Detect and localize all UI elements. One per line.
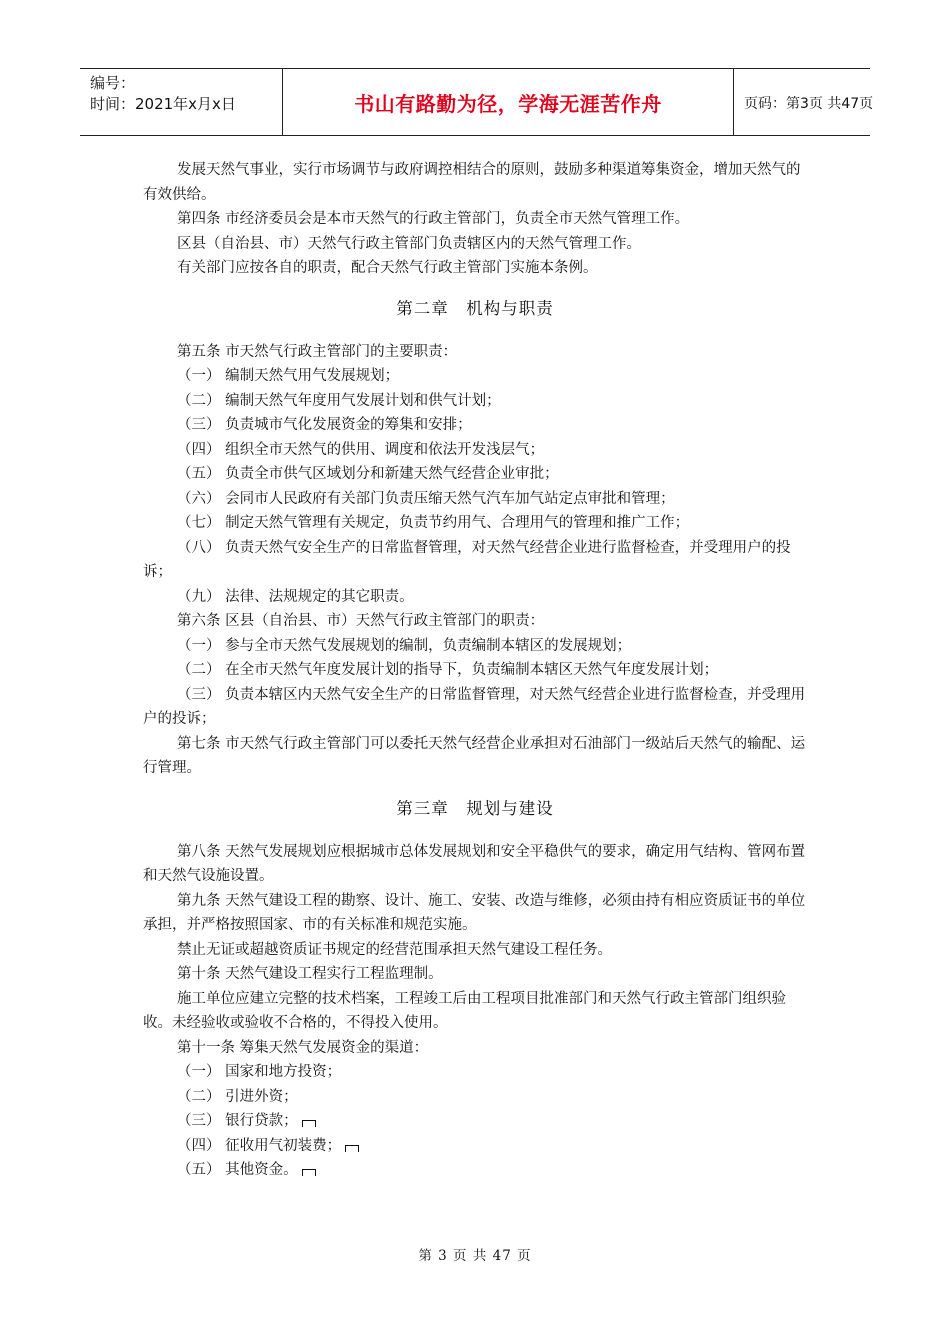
header-motto: 书山有路勤为径，学海无涯苦作舟 — [354, 91, 662, 116]
list-item — [143, 585, 813, 610]
paragraph-text: （四） 组织全市天然气的供用、调度和依法开发浅层气； — [177, 441, 545, 458]
paragraph-text: （三） 负责城市气化发展资金的筹集和安排； — [177, 417, 472, 433]
paragraph — [143, 158, 813, 207]
paragraph-text: 有关部门应按各自的职责，配合天然气行政主管部门实施本条例。 — [177, 260, 598, 276]
paragraph — [143, 609, 813, 634]
paragraph-text: （二） 编制天然气年度用气发展计划和供气计划； — [177, 392, 501, 409]
paragraph — [143, 256, 813, 281]
paragraph-text: 区县（自治县、市）天然气行政主管部门负责辖区内的天然气管理工作。 — [177, 235, 641, 252]
paragraph-text: （三） 负责本辖区内天然气安全生产的日常监督管理，对天然气经营企业进行监督检查，并受理用户的投诉； — [143, 686, 806, 727]
header-meta — [90, 73, 280, 115]
paragraph — [143, 938, 813, 963]
header-page-info: 页码：第3页 共47页 — [744, 96, 874, 112]
list-item — [143, 511, 813, 536]
paragraph-text: （二） 引进外资； — [177, 1088, 298, 1105]
paragraph-text: 第十条 天然气建设工程实行工程监理制。 — [177, 966, 443, 982]
paragraph — [143, 340, 813, 365]
date-line: 时间：2021年x月x日 — [90, 95, 236, 113]
paragraph-text: （八） 负责天然气安全生产的日常监督管理，对天然气经营企业进行监督检查，并受理用户的投诉； — [143, 539, 791, 580]
paragraph-text: 发展天然气事业，实行市场调节与政府调控相结合的原则，鼓励多种渠道筹集资金，增加天然气的有效供给。 — [143, 162, 801, 203]
paragraph — [143, 683, 813, 732]
bracket-mark-icon — [302, 1120, 316, 1127]
list-item — [143, 389, 813, 414]
paragraph — [143, 987, 813, 1036]
paragraph-text: （一） 国家和地方投资； — [177, 1064, 342, 1080]
paragraph-text: （一） 参与全市天然气发展规划的编制，负责编制本辖区的发展规划； — [177, 637, 632, 654]
paragraph-text: 第四条 市经济委员会是本市天然气的行政主管部门，负责全市天然气管理工作。 — [177, 211, 690, 227]
page-header — [80, 68, 874, 136]
header-motto-box — [282, 68, 734, 136]
paragraph-text: （一） 编制天然气用气发展规划； — [177, 368, 400, 384]
paragraph-text: 第五条 市天然气行政主管部门的主要职责： — [177, 343, 458, 360]
paragraph — [143, 232, 813, 257]
chapter-title: 第三章 规划与建设 — [396, 798, 554, 818]
page-footer: 第 3 页 共 47 页 — [418, 1248, 532, 1264]
paragraph-text: （五） 负责全市供气区域划分和新建天然气经营企业审批； — [177, 466, 559, 482]
paragraph-text: 第八条 天然气发展规划应根据城市总体发展规划和安全平稳供气的要求，确定用气结构、管网布置和天然气设施设置。 — [143, 843, 806, 884]
bracket-mark-icon — [345, 1145, 359, 1152]
paragraph — [143, 840, 813, 889]
list-item — [143, 364, 813, 389]
paragraph-text: （三） 银行贷款； — [177, 1113, 298, 1129]
paragraph-text: 禁止无证或超越资质证书规定的经营范围承担天然气建设工程任务。 — [177, 941, 612, 958]
list-item — [143, 1109, 813, 1134]
list-item — [143, 462, 813, 487]
paragraph — [143, 889, 813, 938]
paragraph — [143, 207, 813, 232]
list-item — [143, 658, 813, 683]
list-item — [143, 1085, 813, 1110]
bracket-mark-icon — [302, 1169, 316, 1176]
list-item — [143, 438, 813, 463]
paragraph-text: 施工单位应建立完整的技术档案，工程竣工后由工程项目批准部门和天然气行政主管部门组织验收。未经验收或验收不合格的，不得投入使用。 — [143, 990, 786, 1031]
list-item — [143, 487, 813, 512]
paragraph-text: 第十一条 筹集天然气发展资金的渠道： — [177, 1039, 429, 1056]
chapter-title: 第二章 机构与职责 — [396, 298, 554, 318]
paragraph — [143, 732, 813, 781]
document-body — [0, 158, 950, 1183]
serial-number-label: 编号： — [90, 74, 136, 92]
list-item — [143, 1060, 813, 1085]
paragraph-text: 第九条 天然气建设工程的勘察、设计、施工、安装、改造与维修，必须由持有相应资质证书的单位承担，并严格按照国家、市的有关标准和规范实施。 — [143, 892, 806, 933]
paragraph-text: （五） 其他资金。 — [177, 1162, 298, 1178]
list-item — [143, 1134, 813, 1159]
paragraph — [143, 536, 813, 585]
paragraph-text: 第七条 市天然气行政主管部门可以委托天然气经营企业承担对石油部门一级站后天然气的输配、运行管理。 — [143, 735, 806, 776]
list-item — [143, 634, 813, 659]
paragraph-text: （四） 征收用气初装费； — [177, 1137, 342, 1154]
paragraph-text: （六） 会同市人民政府有关部门负责压缩天然气汽车加气站定点审批和管理； — [177, 490, 675, 507]
paragraph — [143, 1036, 813, 1061]
chapter-heading — [0, 781, 950, 840]
paragraph-text: 第六条 区县（自治县、市）天然气行政主管部门的职责： — [177, 613, 545, 629]
paragraph — [143, 962, 813, 987]
list-item — [143, 413, 813, 438]
paragraph-text: （九） 法律、法规规定的其它职责。 — [177, 588, 414, 605]
chapter-heading — [0, 281, 950, 340]
paragraph-text: （二） 在全市天然气年度发展计划的指导下，负责编制本辖区天然气年度发展计划； — [177, 662, 719, 678]
paragraph-text: （七） 制定天然气管理有关规定，负责节约用气、合理用气的管理和推广工作； — [177, 515, 690, 531]
list-item — [143, 1158, 813, 1183]
